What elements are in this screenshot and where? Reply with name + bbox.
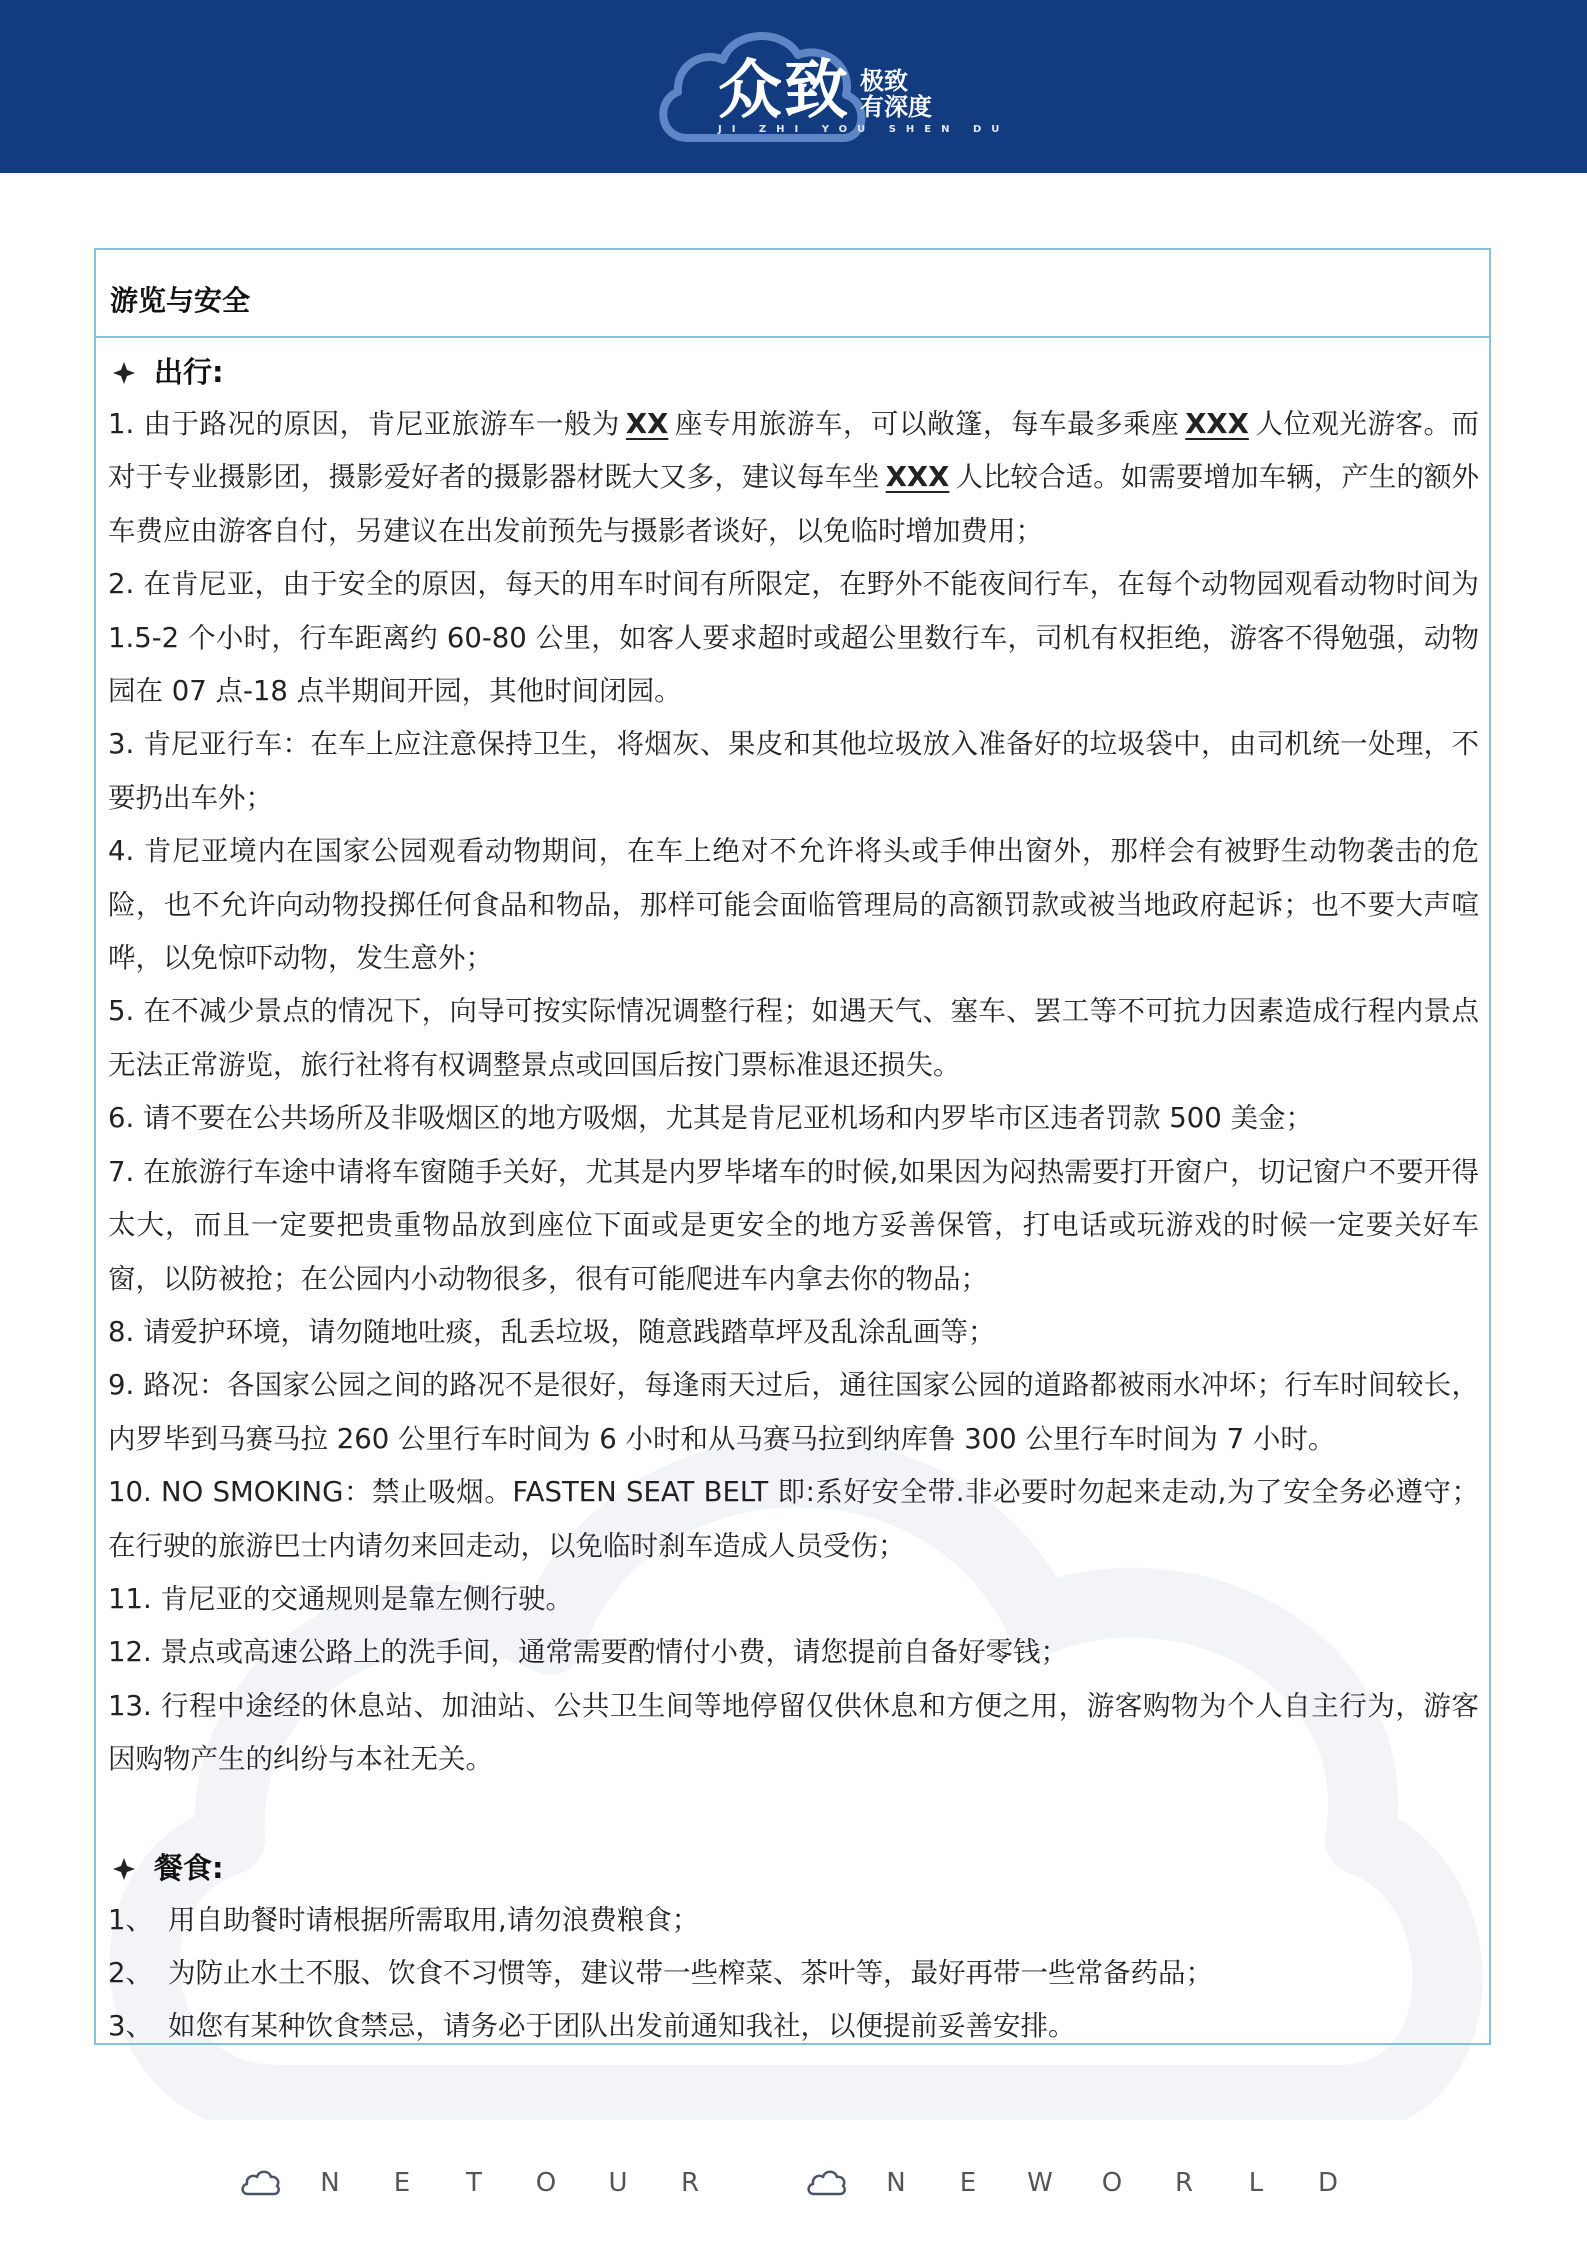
footer-letter: T bbox=[466, 2168, 482, 2198]
panel-title: 游览与安全 bbox=[96, 250, 1489, 338]
footer-onetour bbox=[240, 2168, 726, 2198]
travel-item-8: 8. 请爱护环境，请勿随地吐痰，乱丢垃圾，随意践踏草坪及乱涂乱画等； bbox=[108, 1315, 996, 1348]
section-heading-travel bbox=[108, 346, 1479, 398]
travel-item-3: 3. 肯尼亚行车：在车上应注意保持卫生，将烟灰、果皮和其他垃圾放入准备好的垃圾袋中，由司机统一处理，不要扔出车外； bbox=[108, 728, 1479, 814]
travel-item-5: 5. 在不减少景点的情况下，向导可按实际情况调整行程；如遇天气、塞车、罢工等不可抗力因素造成行程内景点无法正常游览，旅行社将有权调整景点或回国后按门票标准退还损失。 bbox=[108, 995, 1479, 1081]
cloud-icon bbox=[240, 2169, 280, 2197]
meal-item-text: 如您有某种饮食禁忌，请务必于团队出发前通知我社，以便提前妥善安排。 bbox=[168, 2010, 1076, 2043]
meal-item-text: 用自助餐时请根据所需取用,请勿浪费粮食； bbox=[168, 1903, 700, 1936]
meal-item-3 bbox=[108, 2000, 1479, 2053]
footer bbox=[0, 2168, 1587, 2218]
section-spacer bbox=[108, 1787, 1479, 1840]
travel-item-10: 10. NO SMOKING：禁止吸烟。FASTEN SEAT BELT 即:系好安全带.非必要时勿起来走动,为了安全务必遵守；在行驶的旅游巴士内请勿来回走动，以免临时刹车造成人员受伤； bbox=[108, 1476, 1479, 1562]
footer-letters-netour bbox=[294, 2168, 726, 2198]
travel-item-9: 9. 路况：各国家公园之间的路况不是很好，每逢雨天过后，通往国家公园的道路都被雨水冲坏；行车时间较长，内罗毕到马赛马拉 260 公里行车时间为 6 小时和从马赛马拉到纳库鲁 300 公里行车时间为 7 小时。 bbox=[108, 1369, 1479, 1455]
diamond-bullet-icon bbox=[112, 346, 154, 398]
photographer-count-blank: XXX bbox=[885, 461, 950, 494]
footer-letter: L bbox=[1248, 2168, 1264, 2198]
header-banner bbox=[0, 0, 1587, 173]
travel-item-12: 12. 景点或高速公路上的洗手间，通常需要酌情付小费，请您提前自备好零钱； bbox=[108, 1636, 1068, 1669]
meal-item-text: 为防止水土不服、饮食不习惯等，建议带一些榨菜、茶叶等，最好再带一些常备药品； bbox=[168, 1956, 1213, 1989]
section-heading-meals-label: 餐食: bbox=[154, 1850, 224, 1885]
travel-item-1-text-a: 1. 由于路况的原因，肯尼亚旅游车一般为 bbox=[108, 408, 620, 440]
panel-body bbox=[96, 338, 1489, 2054]
passenger-count-blank: XXX bbox=[1185, 408, 1249, 440]
brand-pinyin: JI ZHI YOU SHEN DU bbox=[718, 124, 1010, 135]
meal-item-2 bbox=[108, 1947, 1479, 2000]
meal-item-number: 2、 bbox=[108, 1956, 153, 1989]
section-heading-meals bbox=[108, 1842, 1479, 1894]
content-panel bbox=[94, 248, 1491, 2045]
section-heading-travel-label: 出行: bbox=[154, 355, 224, 389]
travel-item-6: 6. 请不要在公共场所及非吸烟区的地方吸烟，尤其是肯尼亚机场和内罗毕市区违者罚款 500 美金； bbox=[108, 1102, 1313, 1135]
travel-item-1-text-c: 人位观光游客。而对于专业摄影团，摄影爱好者的摄影器材既大又多，建议每车坐 bbox=[108, 408, 1480, 494]
footer-letter: E bbox=[393, 2168, 411, 2198]
travel-item-1 bbox=[108, 398, 1479, 558]
footer-letter: O bbox=[1101, 2168, 1123, 2198]
meal-item-1 bbox=[108, 1894, 1479, 1947]
travel-item-13: 13. 行程中途经的休息站、加油站、公共卫生间等地停留仅供休息和方便之用，游客购物为个人自主行为，游客因购物产生的纠纷与本社无关。 bbox=[108, 1689, 1479, 1776]
footer-letter: R bbox=[1174, 2168, 1194, 2198]
footer-letter: O bbox=[535, 2168, 557, 2198]
slogan-line-2: 有深度 bbox=[860, 93, 932, 121]
seat-count-blank: XX bbox=[625, 408, 669, 440]
travel-item-4: 4. 肯尼亚境内在国家公园观看动物期间，在车上绝对不允许将头或手伸出窗外，那样会有被野生动物袭击的危险，也不允许向动物投掷任何食品和物品，那样可能会面临管理局的高额罚款或被当地政府起诉；也不要大声喧哗，以免惊吓动物，发生意外； bbox=[108, 835, 1479, 975]
footer-letter: N bbox=[886, 2168, 906, 2198]
footer-letters-neworld bbox=[860, 2168, 1364, 2198]
meal-item-number: 1、 bbox=[108, 1903, 153, 1936]
footer-letter: N bbox=[320, 2168, 340, 2198]
meal-item-number: 3、 bbox=[108, 2010, 153, 2043]
travel-item-7: 7. 在旅游行车途中请将车窗随手关好，尤其是内罗毕堵车的时候,如果因为闷热需要打开窗户，切记窗户不要开得太大，而且一定要把贵重物品放到座位下面或是更安全的地方妥善保管，打电话或玩游戏的时候一定要关好车窗，以防被抢；在公园内小动物很多，很有可能爬进车内拿去你的物品； bbox=[108, 1155, 1479, 1295]
footer-letter: W bbox=[1027, 2168, 1053, 2198]
travel-item-1-text-d: 人比较合适。如需要增加车辆，产生的额外车费应由游客自付，另建议在出发前预先与摄影者谈好，以免临时增加费用； bbox=[108, 461, 1480, 547]
cloud-icon bbox=[806, 2169, 846, 2197]
slogan-line-1: 极致 bbox=[860, 67, 908, 95]
brand-name: 众致 bbox=[718, 54, 850, 128]
travel-item-2: 2. 在肯尼亚，由于安全的原因，每天的用车时间有所限定，在野外不能夜间行车，在每个动物园观看动物时间为 1.5-2 个小时，行车距离约 60-80 公里，如客人要求超时或超公里数行车，司机有权拒绝，游客不得勉强，动物园在 07 点-18 点半期间开园，其他时间闭园。 bbox=[108, 568, 1479, 708]
footer-oneworld bbox=[806, 2168, 1364, 2198]
footer-letter: D bbox=[1317, 2168, 1339, 2198]
footer-letter: E bbox=[959, 2168, 977, 2198]
footer-letter: U bbox=[608, 2168, 628, 2198]
travel-item-1-text-b: 座专用旅游车，可以敞篷，每车最多乘座 bbox=[674, 408, 1180, 440]
diamond-bullet-icon bbox=[112, 1842, 154, 1894]
travel-item-11: 11. 肯尼亚的交通规则是靠左侧行驶。 bbox=[108, 1582, 573, 1615]
brand-slogan bbox=[860, 68, 950, 120]
footer-letter: R bbox=[680, 2168, 700, 2198]
